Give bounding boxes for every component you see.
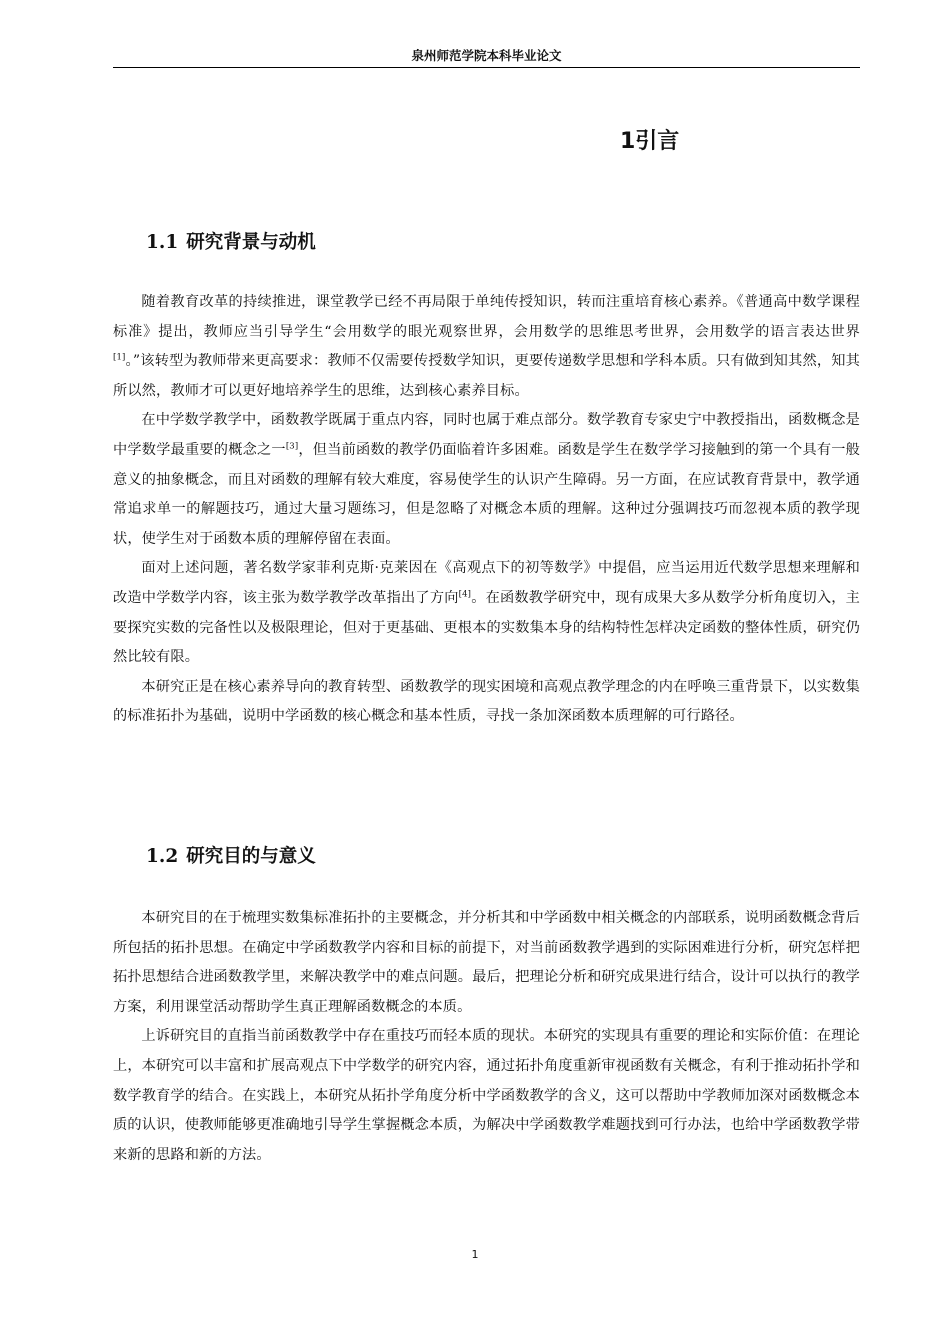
page-number: 1	[471, 1248, 479, 1261]
paragraph	[113, 554, 860, 672]
text-run: 。”该转型为教师带来更高要求：教师不仅需要传授数学知识，更要传递数学思想和学科本质。只有做到知其然，知其所以然，教师才可以更好地培养学生的思维，达到核心素养目标。	[113, 353, 860, 399]
paragraph	[113, 288, 860, 406]
text-run: ，但当前函数的教学仍面临着许多困难。函数是学生在数学学习接触到的第一个具有一般意义的抽象概念，而且对函数的理解有较大难度，容易使学生的认识产生障碍。另一方面，在应试教育背景中，教学通常追求单一的解题技巧，通过大量习题练习，但是忽略了对概念本质的理解。这种过分强调技巧而忽视本质的教学现状，使学生对于函数本质的理解停留在表面。	[113, 441, 860, 547]
section-title: 研究目的与意义	[186, 846, 316, 867]
section-1-1-body	[113, 288, 860, 732]
chapter-title: 1引言	[620, 129, 680, 154]
citation-ref: [3]	[285, 441, 299, 452]
paragraph	[113, 673, 860, 732]
text-run: 本研究正是在核心素养导向的教育转型、函数教学的现实困境和高观点教学理念的内在呼唤三重背景下，以实数集的标准拓扑为基础，说明中学函数的核心概念和基本性质，寻找一条加深函数本质理解的可行路径。	[113, 678, 860, 725]
section-number: 1.2	[146, 846, 179, 867]
text-run: 随着教育改革的持续推进，课堂教学已经不再局限于单纯传授知识，转而注重培育核心素养。《普通高中数学课程标准》提出，教师应当引导学生“会用数学的眼光观察世界，会用数学的思维思考世界，会用数学的语言表达世界	[113, 294, 860, 340]
paragraph	[113, 904, 860, 1022]
citation-ref: [1]	[113, 352, 126, 363]
text-run: 本研究目的在于梳理实数集标准拓扑的主要概念，并分析其和中学函数中相关概念的内部联系，说明函数概念背后所包括的拓扑思想。在确定中学函数教学内容和目标的前提下，对当前函数教学遇到的实际困难进行分析，研究怎样把拓扑思想结合进函数教学里，来解决教学中的难点问题。最后，把理论分析和研究成果进行结合，设计可以执行的教学方案，利用课堂活动帮助学生真正理解函数概念的本质。	[113, 910, 860, 1015]
section-title: 研究背景与动机	[186, 232, 316, 253]
text-run: 上诉研究目的直指当前函数教学中存在重技巧而轻本质的现状。本研究的实现具有重要的理论和实际价值：在理论上，本研究可以丰富和扩展高观点下中学数学的研究内容，通过拓扑角度重新审视函数有关概念，有利于推动拓扑学和数学教育学的结合。在实践上，本研究从拓扑学角度分析中学函数教学的含义，这可以帮助中学教师加深对函数概念本质的认识，使教师能够更准确地引导学生掌握概念本质，为解决中学函数教学难题找到可行办法，也给中学函数教学带来新的思路和新的方法。	[113, 1028, 860, 1163]
citation-ref: [4]	[458, 589, 472, 600]
section-number: 1.1	[146, 232, 179, 253]
text-run: 。在函数教学研究中，现有成果大多从数学分析角度切入，主要探究实数的完备性以及极限理论，但对于更基础、更根本的实数集本身的结构特性怎样决定函数的整体性质，研究仍然比较有限。	[113, 589, 860, 666]
paragraph	[113, 1022, 860, 1170]
section-heading-1-1	[146, 228, 316, 254]
text-run: 面对上述问题，著名数学家菲利克斯·克莱因在《高观点下的初等数学》中提倡，应当运用近代数学思想来理解和改造中学数学内容，该主张为数学教学改革指出了方向	[113, 560, 860, 606]
section-1-2-body	[113, 904, 860, 1170]
paragraph	[113, 406, 860, 554]
running-header: 泉州师范学院本科毕业论文	[113, 46, 860, 68]
section-heading-1-2	[146, 842, 316, 868]
text-run: 在中学数学教学中，函数教学既属于重点内容，同时也属于难点部分。数学教育专家史宁中教授指出，函数概念是中学数学最重要的概念之一	[113, 412, 860, 458]
